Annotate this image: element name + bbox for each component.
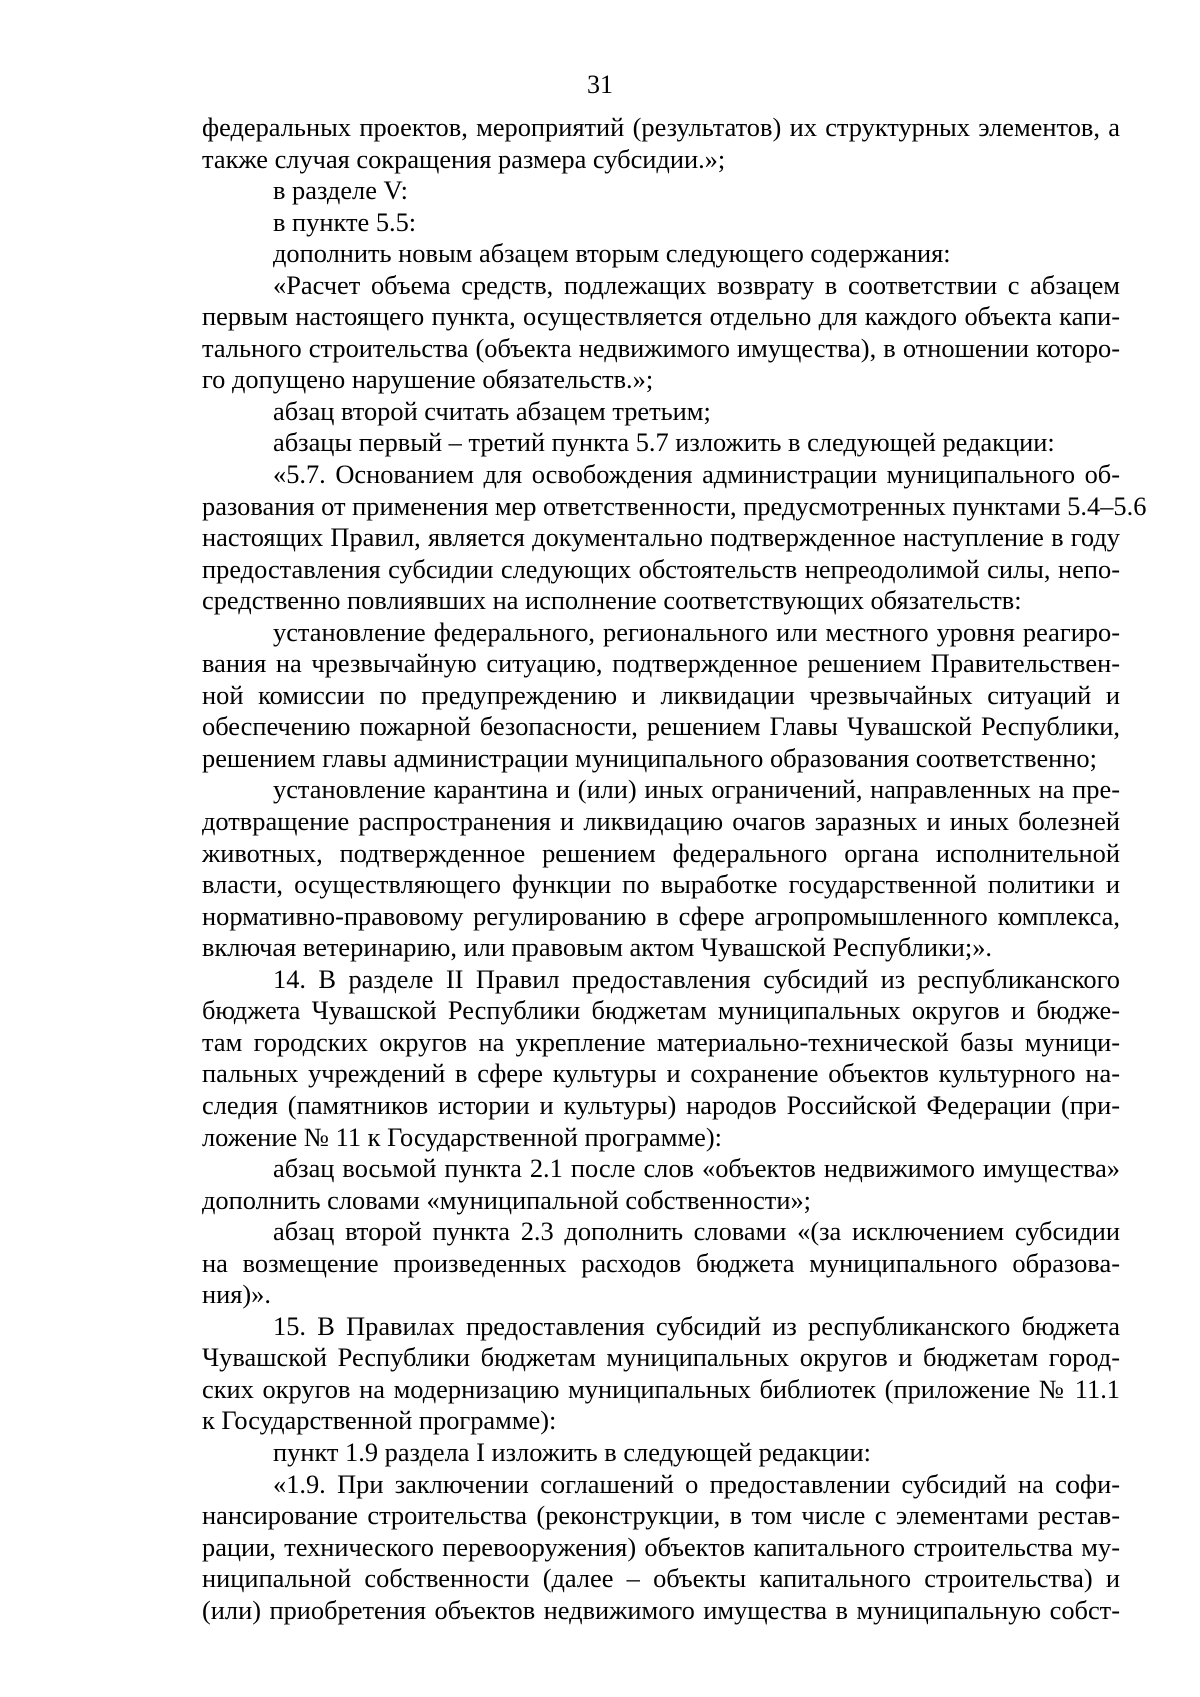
paragraph [202,270,1120,396]
text-line: дополнить словами «муниципальной собственности»; [202,1184,811,1215]
text-line: настоящих Правил, является документально подтвержденное наступление в году [202,522,1120,553]
text-line: там городских округов на укрепление материально-технической базы муници- [202,1026,1120,1057]
text-line: первым настоящего пункта, осуществляется отдельно для каждого объекта капи- [202,301,1120,332]
text-line: ских округов на модернизацию муниципальных библиотек (приложение № 11.1 [202,1373,1120,1404]
text-line: тального строительства (объекта недвижимого имущества), в отношении которо- [202,332,1120,363]
paragraph [202,617,1120,775]
paragraph [202,459,1147,617]
text-line: в разделе V: [273,175,408,206]
text-line: установление карантина и (или) иных ограничений, направленных на пре- [273,774,1120,805]
text-line: пункт 1.9 раздела I изложить в следующей редакции: [273,1436,871,1467]
text-line: также случая сокращения размера субсидии.»; [202,143,726,174]
text-line: включая ветеринарию, или правовым актом Чувашской Республики;». [202,932,993,963]
text-line: абзац восьмой пункта 2.1 после слов «объектов недвижимого имущества» [273,1153,1120,1184]
text-line: 15. В Правилах предоставления субсидий из республиканского бюджета [273,1310,1120,1341]
text-line: «Расчет объема средств, подлежащих возврату в соответствии с абзацем [273,269,1120,300]
paragraph [202,175,1120,207]
paragraph [202,1469,1120,1627]
text-line: дополнить новым абзацем вторым следующего содержания: [273,238,951,269]
text-line: федеральных проектов, мероприятий (результатов) их структурных элементов, а [202,112,1120,142]
text-line: в пункте 5.5: [273,206,417,237]
paragraph [202,774,1120,963]
paragraph [202,1216,1120,1311]
document-body [202,112,1147,1626]
text-line: следия (памятников истории и культуры) народов Российской Федерации (при- [202,1089,1120,1120]
paragraph [202,1311,1120,1437]
text-line: рации, технического перевооружения) объектов капитального строительства му- [202,1531,1120,1562]
text-line: «5.7. Основанием для освобождения администрации муниципального об- [273,459,1120,490]
paragraph [202,1437,1120,1469]
text-line: абзац второй пункта 2.3 дополнить словами «(за исключением субсидии [273,1216,1120,1247]
text-line: нормативно-правовому регулированию в сфере агропромышленного комплекса, [202,900,1120,931]
text-line: ниципальной собственности (далее – объекты капитального строительства) и [202,1563,1120,1594]
paragraph [202,1153,1120,1216]
paragraph [202,396,1120,428]
text-line: ния)». [202,1279,271,1310]
text-line: животных, подтвержденное решением федерального органа исполнительной [202,837,1120,868]
text-line: бюджета Чувашской Республики бюджетам муниципальных округов и бюдже- [202,995,1120,1026]
text-line: на возмещение произведенных расходов бюджета муниципального образова- [202,1247,1120,1278]
paragraph [202,207,1120,239]
text-line: Чувашской Республики бюджетам муниципальных округов и бюджетам город- [202,1342,1120,1373]
text-line: средственно повлиявших на исполнение соответствующих обязательств: [202,585,1022,616]
text-line: разования от применения мер ответственности, предусмотренных пунктами 5.4–5.6 [202,490,1147,521]
text-line: абзацы первый – третий пункта 5.7 изложить в следующей редакции: [273,427,1055,458]
text-line: 14. В разделе II Правил предоставления субсидий из республиканского [273,963,1120,994]
text-line: дотвращение распространения и ликвидацию очагов заразных и иных болезней [202,806,1120,837]
text-line: ной комиссии по предупреждению и ликвидации чрезвычайных ситуаций и [202,679,1120,710]
paragraph [202,427,1120,459]
text-line: пальных учреждений в сфере культуры и сохранение объектов культурного на- [202,1058,1120,1089]
text-line: власти, осуществляющего функции по выработке государственной политики и [202,869,1120,900]
text-line: го допущено нарушение обязательств.»; [202,364,654,395]
text-line: ложение № 11 к Государственной программе): [202,1121,723,1152]
text-line: к Государственной программе): [202,1405,557,1436]
text-line: абзац второй считать абзацем третьим; [273,395,711,426]
text-line: (или) приобретения объектов недвижимого имущества в муниципальную собст- [202,1594,1120,1625]
text-line: установление федерального, регионального или местного уровня реагиро- [273,616,1120,647]
paragraph [202,964,1120,1153]
text-line: вания на чрезвычайную ситуацию, подтвержденное решением Правительствен- [202,648,1120,679]
paragraph [202,112,1120,175]
text-line: обеспечению пожарной безопасности, решением Главы Чувашской Республики, [202,711,1120,742]
text-line: решением главы администрации муниципального образования соответственно; [202,742,1097,773]
text-line: нансирование строительства (реконструкции, в том числе с элементами рестав- [202,1500,1120,1531]
text-line: «1.9. При заключении соглашений о предоставлении субсидий на софи- [273,1468,1120,1499]
page-number: 31 [587,70,613,99]
text-line: предоставления субсидии следующих обстоятельств непреодолимой силы, непо- [202,553,1120,584]
paragraph [202,238,1120,270]
